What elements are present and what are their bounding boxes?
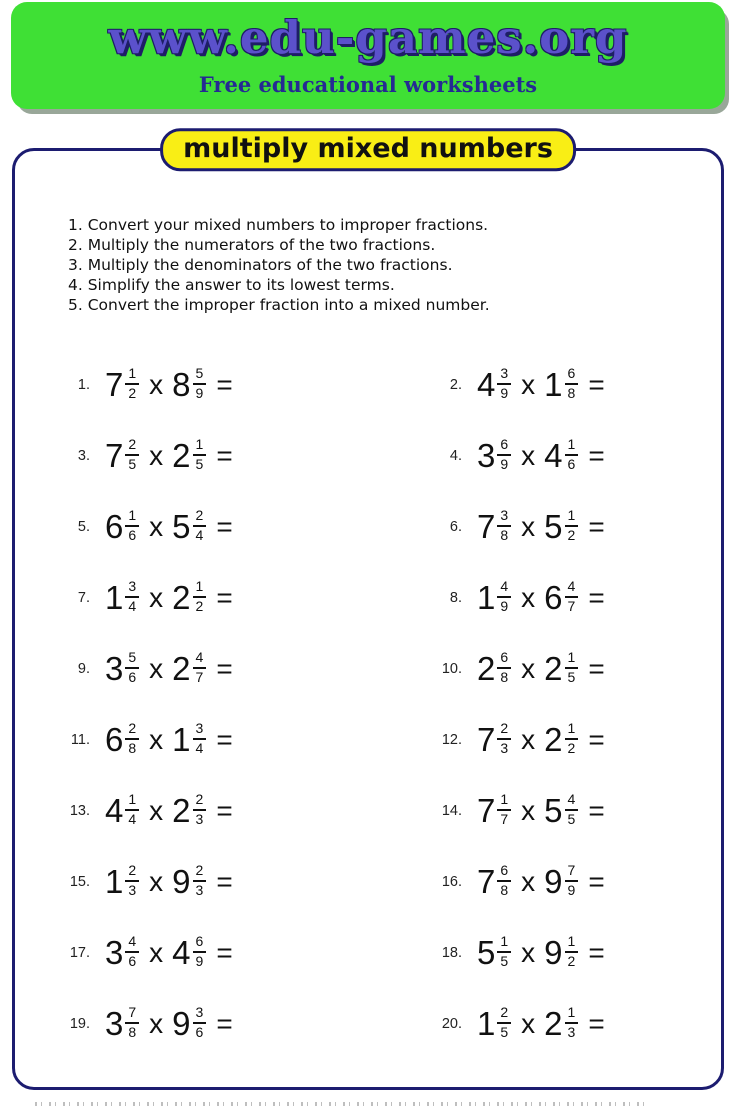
denominator-1: 2 xyxy=(128,384,137,401)
fraction-1 xyxy=(125,366,139,401)
numerator-2: 7 xyxy=(565,863,579,881)
numerator-2: 1 xyxy=(565,650,579,668)
denominator-2: 5 xyxy=(567,668,576,685)
numerator-2: 1 xyxy=(565,1005,579,1023)
fraction-2 xyxy=(193,792,207,827)
whole-number-2: 2 xyxy=(172,650,191,687)
problem xyxy=(60,1006,432,1041)
fraction-1 xyxy=(497,934,511,969)
problem-expression xyxy=(477,651,605,686)
fraction-1 xyxy=(497,366,511,401)
whole-number-2: 2 xyxy=(544,721,563,758)
equals-sign: = xyxy=(216,581,233,613)
fraction-2 xyxy=(565,650,579,685)
numerator-2: 2 xyxy=(193,792,207,810)
equals-sign: = xyxy=(588,794,605,826)
whole-number-2: 9 xyxy=(172,1005,191,1042)
problem-expression xyxy=(105,935,233,970)
whole-number-1: 1 xyxy=(105,863,124,900)
numerator-2: 4 xyxy=(565,579,579,597)
problem xyxy=(60,651,432,686)
numerator-1: 3 xyxy=(125,579,139,597)
multiply-sign: x xyxy=(149,510,164,542)
whole-number-2: 4 xyxy=(172,934,191,971)
multiply-sign: x xyxy=(149,1007,164,1039)
problem-number: 14. xyxy=(441,802,462,819)
fraction-2 xyxy=(565,863,579,898)
whole-number-2: 6 xyxy=(544,579,563,616)
problem-expression xyxy=(105,438,233,473)
multiply-sign: x xyxy=(149,723,164,755)
problem xyxy=(432,651,711,686)
problem xyxy=(60,793,432,828)
equals-sign: = xyxy=(588,510,605,542)
fraction-2 xyxy=(565,721,579,756)
numerator-1: 6 xyxy=(497,437,511,455)
multiply-sign: x xyxy=(521,581,536,613)
denominator-1: 6 xyxy=(128,952,137,969)
fraction-2 xyxy=(565,366,579,401)
problem xyxy=(60,722,432,757)
multiply-sign: x xyxy=(149,865,164,897)
fraction-2 xyxy=(193,934,207,969)
fraction-2 xyxy=(193,508,207,543)
fraction-1 xyxy=(125,650,139,685)
whole-number-1: 2 xyxy=(477,650,496,687)
instructions-list xyxy=(68,215,721,315)
whole-number-1: 3 xyxy=(105,934,124,971)
numerator-2: 3 xyxy=(193,1005,207,1023)
problem-number: 6. xyxy=(449,518,462,535)
whole-number-2: 2 xyxy=(544,650,563,687)
fraction-1 xyxy=(125,508,139,543)
problem-number: 11. xyxy=(70,731,90,748)
denominator-1: 9 xyxy=(500,384,509,401)
fraction-1 xyxy=(497,792,511,827)
denominator-2: 2 xyxy=(567,739,576,756)
equals-sign: = xyxy=(216,368,233,400)
fraction-1 xyxy=(125,437,139,472)
numerator-1: 6 xyxy=(497,863,511,881)
whole-number-2: 2 xyxy=(172,579,191,616)
denominator-2: 4 xyxy=(195,526,204,543)
numerator-1: 2 xyxy=(497,721,511,739)
fraction-2 xyxy=(565,792,579,827)
problem-number: 19. xyxy=(69,1015,90,1032)
fraction-2 xyxy=(193,721,207,756)
problem-expression xyxy=(477,935,605,970)
instruction-step: 1. Convert your mixed numbers to improper fractions. xyxy=(68,216,489,234)
numerator-2: 2 xyxy=(193,508,207,526)
numerator-2: 1 xyxy=(565,934,579,952)
problem-number: 20. xyxy=(441,1015,462,1032)
problem xyxy=(432,1006,711,1041)
numerator-2: 4 xyxy=(193,650,207,668)
fraction-2 xyxy=(193,437,207,472)
problem-number: 15. xyxy=(69,873,90,890)
whole-number-2: 8 xyxy=(172,366,191,403)
fraction-1 xyxy=(497,508,511,543)
fraction-1 xyxy=(497,437,511,472)
whole-number-2: 9 xyxy=(544,934,563,971)
problem xyxy=(60,935,432,970)
numerator-2: 4 xyxy=(565,792,579,810)
equals-sign: = xyxy=(216,652,233,684)
multiply-sign: x xyxy=(521,1007,536,1039)
problem-expression xyxy=(477,438,605,473)
whole-number-2: 2 xyxy=(172,792,191,829)
denominator-2: 2 xyxy=(567,526,576,543)
problem-number: 1. xyxy=(77,376,90,393)
fraction-1 xyxy=(497,863,511,898)
fraction-2 xyxy=(565,508,579,543)
problem xyxy=(432,793,711,828)
whole-number-2: 1 xyxy=(172,721,191,758)
equals-sign: = xyxy=(588,936,605,968)
whole-number-2: 1 xyxy=(544,366,563,403)
problem-expression xyxy=(105,864,233,899)
numerator-1: 2 xyxy=(125,863,139,881)
denominator-1: 8 xyxy=(500,668,509,685)
denominator-2: 9 xyxy=(567,881,576,898)
numerator-2: 6 xyxy=(193,934,207,952)
numerator-2: 5 xyxy=(193,366,207,384)
numerator-1: 3 xyxy=(497,508,511,526)
problem-expression xyxy=(477,793,605,828)
whole-number-1: 7 xyxy=(477,508,496,545)
whole-number-2: 9 xyxy=(172,863,191,900)
whole-number-1: 3 xyxy=(105,650,124,687)
problem-expression xyxy=(105,722,233,757)
denominator-1: 9 xyxy=(500,597,509,614)
whole-number-1: 3 xyxy=(105,1005,124,1042)
fraction-2 xyxy=(193,650,207,685)
denominator-2: 2 xyxy=(567,952,576,969)
worksheet-panel xyxy=(12,133,724,1090)
problem xyxy=(60,864,432,899)
denominator-2: 3 xyxy=(195,810,204,827)
numerator-1: 4 xyxy=(125,934,139,952)
denominator-1: 3 xyxy=(500,739,509,756)
denominator-1: 7 xyxy=(500,810,509,827)
numerator-1: 3 xyxy=(497,366,511,384)
problem-expression xyxy=(105,793,233,828)
denominator-2: 4 xyxy=(195,739,204,756)
whole-number-2: 5 xyxy=(544,792,563,829)
fraction-2 xyxy=(565,437,579,472)
fraction-1 xyxy=(497,650,511,685)
problem-expression xyxy=(105,651,233,686)
equals-sign: = xyxy=(588,723,605,755)
denominator-2: 2 xyxy=(195,597,204,614)
worksheet-title: multiply mixed numbers xyxy=(160,128,576,171)
problem xyxy=(432,722,711,757)
numerator-2: 1 xyxy=(193,579,207,597)
denominator-2: 5 xyxy=(195,455,204,472)
denominator-2: 6 xyxy=(567,455,576,472)
problem xyxy=(432,935,711,970)
problem-expression xyxy=(105,580,233,615)
equals-sign: = xyxy=(216,794,233,826)
equals-sign: = xyxy=(216,439,233,471)
fraction-1 xyxy=(125,721,139,756)
fraction-1 xyxy=(125,579,139,614)
multiply-sign: x xyxy=(521,510,536,542)
problem-expression xyxy=(477,722,605,757)
equals-sign: = xyxy=(588,652,605,684)
whole-number-1: 5 xyxy=(477,934,496,971)
numerator-2: 1 xyxy=(565,721,579,739)
denominator-2: 3 xyxy=(195,881,204,898)
denominator-1: 6 xyxy=(128,668,137,685)
whole-number-1: 1 xyxy=(105,579,124,616)
numerator-2: 1 xyxy=(193,437,207,455)
whole-number-1: 6 xyxy=(105,508,124,545)
denominator-2: 9 xyxy=(195,952,204,969)
problem-expression xyxy=(105,367,233,402)
multiply-sign: x xyxy=(149,652,164,684)
denominator-1: 8 xyxy=(128,739,137,756)
fraction-2 xyxy=(193,1005,207,1040)
problem-expression xyxy=(105,509,233,544)
problem-number: 8. xyxy=(449,589,462,606)
whole-number-1: 4 xyxy=(477,366,496,403)
fraction-2 xyxy=(565,934,579,969)
problem-expression xyxy=(477,509,605,544)
problem-number: 12. xyxy=(441,731,462,748)
fraction-2 xyxy=(565,579,579,614)
whole-number-2: 9 xyxy=(544,863,563,900)
whole-number-2: 2 xyxy=(172,437,191,474)
problem-number: 17. xyxy=(69,944,90,961)
problem xyxy=(432,864,711,899)
fraction-1 xyxy=(125,792,139,827)
problem xyxy=(432,509,711,544)
denominator-1: 8 xyxy=(500,526,509,543)
problem-expression xyxy=(477,580,605,615)
equals-sign: = xyxy=(216,510,233,542)
numerator-1: 6 xyxy=(497,650,511,668)
whole-number-2: 4 xyxy=(544,437,563,474)
whole-number-1: 3 xyxy=(477,437,496,474)
whole-number-1: 7 xyxy=(477,721,496,758)
numerator-1: 1 xyxy=(125,508,139,526)
denominator-2: 8 xyxy=(567,384,576,401)
denominator-1: 5 xyxy=(500,952,509,969)
problem-number: 16. xyxy=(441,873,462,890)
denominator-1: 6 xyxy=(128,526,137,543)
equals-sign: = xyxy=(588,581,605,613)
multiply-sign: x xyxy=(521,439,536,471)
equals-sign: = xyxy=(216,723,233,755)
denominator-2: 7 xyxy=(195,668,204,685)
numerator-1: 2 xyxy=(125,437,139,455)
denominator-2: 9 xyxy=(195,384,204,401)
whole-number-1: 7 xyxy=(105,366,124,403)
denominator-1: 8 xyxy=(500,881,509,898)
fraction-1 xyxy=(497,721,511,756)
whole-number-1: 6 xyxy=(105,721,124,758)
equals-sign: = xyxy=(588,1007,605,1039)
problem-expression xyxy=(477,864,605,899)
denominator-1: 8 xyxy=(128,1023,137,1040)
equals-sign: = xyxy=(588,439,605,471)
fraction-2 xyxy=(565,1005,579,1040)
whole-number-2: 5 xyxy=(544,508,563,545)
equals-sign: = xyxy=(216,936,233,968)
problem-number: 4. xyxy=(449,447,462,464)
numerator-2: 3 xyxy=(193,721,207,739)
denominator-2: 6 xyxy=(195,1023,204,1040)
problem-number: 2. xyxy=(449,376,462,393)
numerator-2: 1 xyxy=(565,437,579,455)
denominator-1: 5 xyxy=(500,1023,509,1040)
footer-cutoff-text xyxy=(35,1102,645,1106)
fraction-1 xyxy=(497,579,511,614)
denominator-2: 7 xyxy=(567,597,576,614)
denominator-1: 4 xyxy=(128,597,137,614)
equals-sign: = xyxy=(588,865,605,897)
multiply-sign: x xyxy=(521,368,536,400)
whole-number-1: 7 xyxy=(105,437,124,474)
fraction-1 xyxy=(125,934,139,969)
numerator-1: 1 xyxy=(125,792,139,810)
problem-number: 10. xyxy=(441,660,462,677)
problem-expression xyxy=(477,1006,605,1041)
problem xyxy=(60,367,432,402)
problem xyxy=(432,367,711,402)
whole-number-1: 4 xyxy=(105,792,124,829)
denominator-2: 5 xyxy=(567,810,576,827)
numerator-1: 1 xyxy=(497,934,511,952)
numerator-2: 6 xyxy=(565,366,579,384)
problem xyxy=(60,438,432,473)
multiply-sign: x xyxy=(521,936,536,968)
problem xyxy=(432,580,711,615)
numerator-1: 1 xyxy=(497,792,511,810)
multiply-sign: x xyxy=(521,794,536,826)
multiply-sign: x xyxy=(149,581,164,613)
fraction-2 xyxy=(193,579,207,614)
fraction-1 xyxy=(125,863,139,898)
denominator-1: 3 xyxy=(128,881,137,898)
whole-number-2: 5 xyxy=(172,508,191,545)
numerator-2: 2 xyxy=(193,863,207,881)
problem xyxy=(60,509,432,544)
instruction-step: 5. Convert the improper fraction into a mixed number. xyxy=(68,296,490,314)
fraction-2 xyxy=(193,366,207,401)
site-title: www.edu-games.org xyxy=(108,11,628,64)
whole-number-1: 7 xyxy=(477,863,496,900)
numerator-1: 4 xyxy=(497,579,511,597)
whole-number-2: 2 xyxy=(544,1005,563,1042)
site-header xyxy=(11,2,725,109)
numerator-1: 7 xyxy=(125,1005,139,1023)
problem-number: 5. xyxy=(77,518,90,535)
whole-number-1: 1 xyxy=(477,579,496,616)
fraction-1 xyxy=(497,1005,511,1040)
multiply-sign: x xyxy=(149,368,164,400)
multiply-sign: x xyxy=(149,936,164,968)
instruction-step: 2. Multiply the numerators of the two fractions. xyxy=(68,236,436,254)
multiply-sign: x xyxy=(521,723,536,755)
problem-number: 9. xyxy=(77,660,90,677)
problem-number: 13. xyxy=(69,802,90,819)
denominator-1: 9 xyxy=(500,455,509,472)
numerator-2: 1 xyxy=(565,508,579,526)
problem-number: 3. xyxy=(77,447,90,464)
whole-number-1: 1 xyxy=(477,1005,496,1042)
problem-expression xyxy=(105,1006,233,1041)
equals-sign: = xyxy=(588,368,605,400)
multiply-sign: x xyxy=(149,794,164,826)
denominator-1: 5 xyxy=(128,455,137,472)
multiply-sign: x xyxy=(521,652,536,684)
numerator-1: 1 xyxy=(125,366,139,384)
multiply-sign: x xyxy=(149,439,164,471)
denominator-1: 4 xyxy=(128,810,137,827)
problems-grid xyxy=(15,349,721,1059)
numerator-1: 2 xyxy=(497,1005,511,1023)
fraction-2 xyxy=(193,863,207,898)
problem-number: 7. xyxy=(77,589,90,606)
denominator-2: 3 xyxy=(567,1023,576,1040)
instruction-step: 4. Simplify the answer to its lowest terms. xyxy=(68,276,395,294)
problem-number: 18. xyxy=(441,944,462,961)
numerator-1: 5 xyxy=(125,650,139,668)
instruction-step: 3. Multiply the denominators of the two fractions. xyxy=(68,256,453,274)
problem xyxy=(60,580,432,615)
multiply-sign: x xyxy=(521,865,536,897)
equals-sign: = xyxy=(216,865,233,897)
equals-sign: = xyxy=(216,1007,233,1039)
problem-expression xyxy=(477,367,605,402)
numerator-1: 2 xyxy=(125,721,139,739)
whole-number-1: 7 xyxy=(477,792,496,829)
problem xyxy=(432,438,711,473)
fraction-1 xyxy=(125,1005,139,1040)
site-tagline: Free educational worksheets xyxy=(198,72,538,97)
